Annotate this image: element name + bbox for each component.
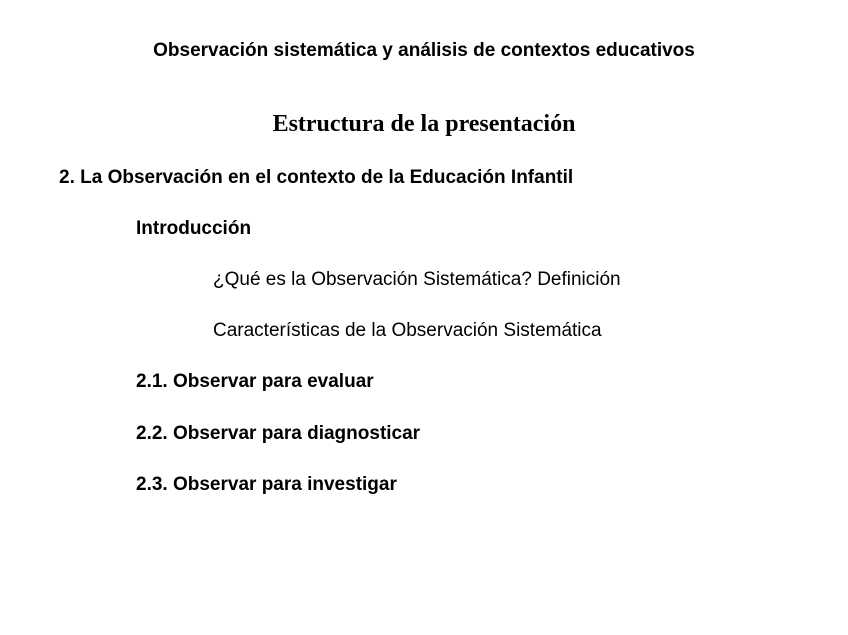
outline-subsection: 2.2. Observar para diagnosticar bbox=[136, 423, 421, 444]
outline-intro-item: ¿Qué es la Observación Sistemática? Definición bbox=[213, 269, 621, 290]
outline-intro-heading: Introducción bbox=[136, 218, 252, 239]
outline-intro-item: Características de la Observación Sistemática bbox=[213, 320, 602, 341]
outline-section-heading: 2. La Observación en el contexto de la Educación Infantil bbox=[59, 167, 574, 188]
slide-title: Estructura de la presentación bbox=[272, 111, 576, 137]
outline-subsection: 2.3. Observar para investigar bbox=[136, 474, 397, 495]
document-header: Observación sistemática y análisis de contextos educativos bbox=[153, 40, 695, 61]
outline-subsection: 2.1. Observar para evaluar bbox=[136, 371, 374, 392]
